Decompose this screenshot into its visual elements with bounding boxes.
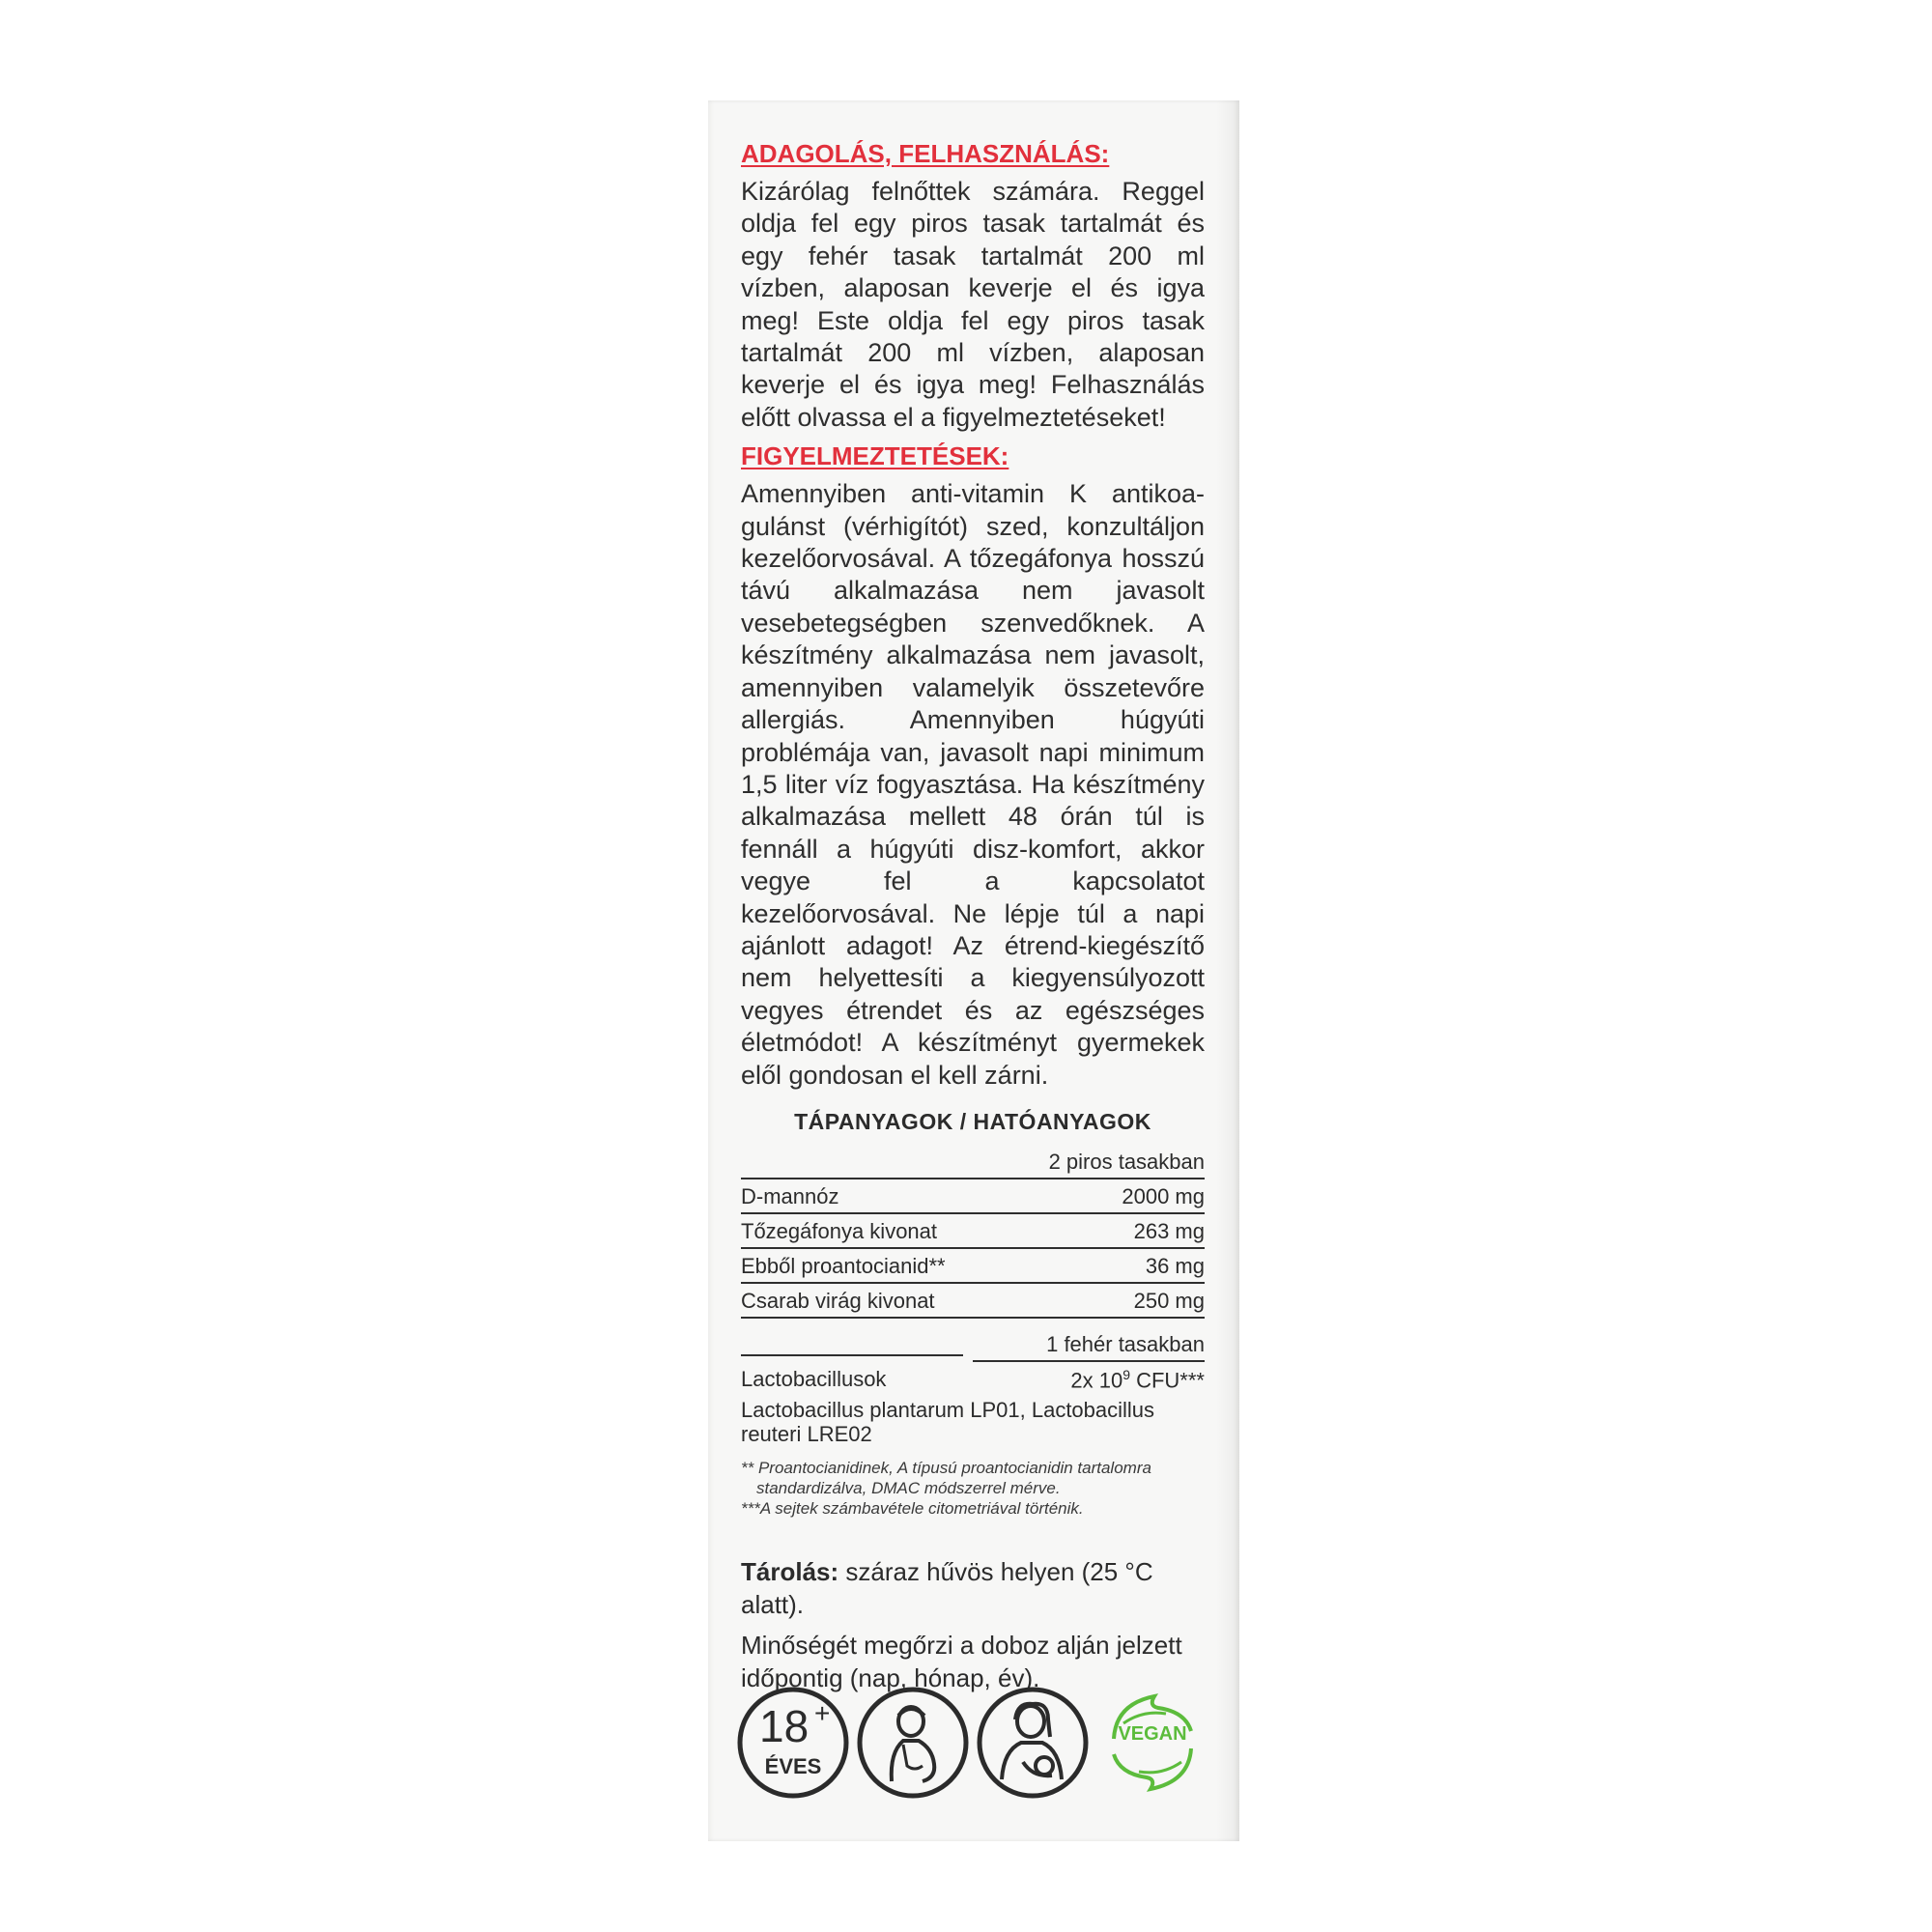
nutrient-value: 36 mg [973,1248,1205,1283]
nutrients-table [741,1145,1205,1396]
nutrient-name: Tőzegáfonya kivonat [741,1213,973,1248]
nutrient-value: 263 mg [973,1213,1205,1248]
table-row [741,1361,1205,1396]
label-content [741,137,1205,1694]
breastfeeding-icon [975,1685,1091,1801]
age-plus: + [814,1698,831,1728]
nutrient-name: D-mannóz [741,1179,973,1213]
footnotes [741,1458,1205,1519]
vegan-icon [1094,1685,1210,1801]
warning-icons [735,1685,1218,1820]
vegan-label: VEGAN [1118,1723,1187,1745]
table-row [741,1213,1205,1248]
table-row [741,1248,1205,1283]
nutrient-name: Lactobacillusok [741,1367,887,1392]
footnote-cfu: ***A sejtek számbavétele citometriával történik. [741,1499,1084,1519]
nutrient-name: Ebből proantocianid** [741,1248,973,1283]
dosage-heading: ADAGOLÁS, FELHASZNÁLÁS: [741,139,1110,168]
panel-shadow [1216,100,1239,1841]
red-sachet-header: 2 piros tasakban [973,1145,1205,1179]
table-row [741,1283,1205,1318]
table-row [741,1179,1205,1213]
warnings-heading: FIGYELMEZTETÉSEK: [741,441,1009,471]
nutrient-name: Csarab virág kivonat [741,1283,973,1318]
package-side-panel [708,100,1239,1841]
pregnant-woman-icon [855,1685,971,1801]
age-18-icon [735,1685,851,1801]
lacto-strains: Lactobacillus plantarum LP01, Lactobacillus reuteri LRE02 [741,1398,1155,1447]
footnote-proantocianid: ** Proantocianidinek, A típusú proantocianidin tartalomra standardizálva, DMAC módszerrel mérve. [741,1459,1151,1498]
age-number: 18 [759,1701,810,1751]
storage-info [741,1555,1205,1621]
white-sachet-header: 1 fehér tasakban [973,1318,1205,1361]
quality-info: Minőségét megőrzi a doboz alján jelzett időpontig (nap, hónap, év). [741,1631,1182,1693]
storage-text: száraz hűvös helyen (25 °C alatt). [741,1557,1153,1620]
nutrient-value: 2x $10^9$ CFU*** [1070,1366,1205,1393]
nutrient-value: 250 mg [973,1283,1205,1318]
red-sachet-header-row [741,1145,1205,1179]
white-sachet-header-row [741,1318,1205,1361]
warnings-text: Amennyiben anti-vitamin K antikoa-gulánst (vérhigítót) szed, konzultáljon kezelőorvosával. A tőzegáfonya hosszú távú alkalmazása nem javasolt vesebetegségben szenvedőknek. A készítmény alkalmazása nem javasolt, amennyiben valamelyik összetevőre allergiás. Amennyiben húgyúti problémája van, javasolt napi minimum 1,5 liter víz fogyasztása. Ha készítmény alkalmazása mellett 48 órán túl is fennáll a húgyúti disz-komfort, akkor vegye fel a kapcsolatot kezelőorvosával. Ne lépje túl a napi ajánlott adagot! Az étrend-kiegészítő nem helyettesíti a kiegyensúlyozott vegyes étrendet és az egészséges életmódot! A készítményt gyermekek elől gondosan el kell zárni. [741,479,1205,1090]
nutrient-value: 2000 mg [973,1179,1205,1213]
dosage-text: Kizárólag felnőttek számára. Reggel oldja fel egy piros tasak tartalmát és egy fehér tasak tartalmát 200 ml vízben, alaposan keverje el és igya meg! Este oldja fel egy piros tasak tartalmát 200 ml vízben, alaposan keverje el és igya meg! Felhasználás előtt olvassa el a figyelmeztetéseket! [741,177,1205,432]
age-label: ÉVES [764,1754,822,1778]
nutrients-title: TÁPANYAGOK / HATÓANYAGOK [794,1108,1151,1134]
storage-label: Tárolás: [741,1557,839,1587]
